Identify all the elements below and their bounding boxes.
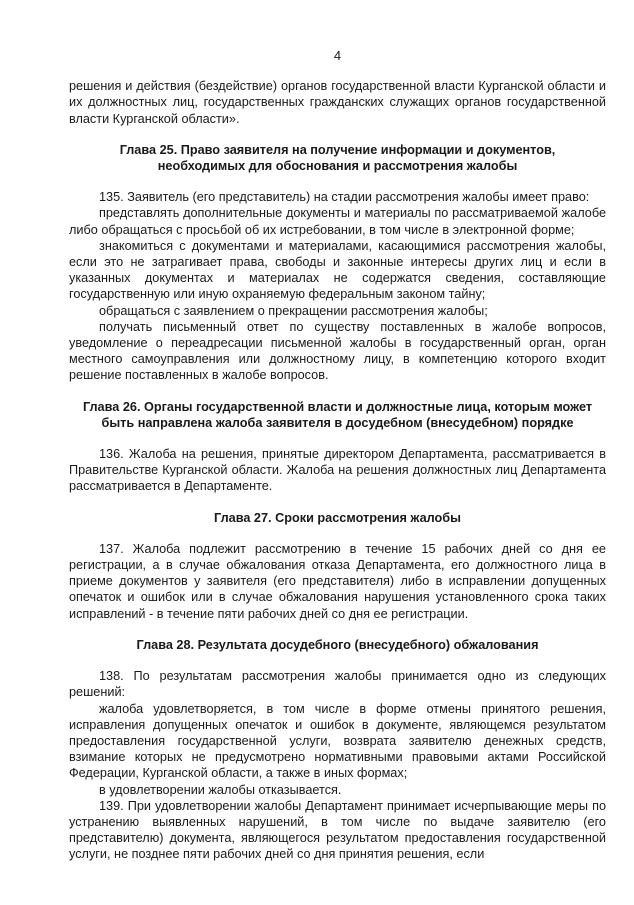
paragraph-135-item-2: знакомиться с документами и материалами, касающимися рассмотрения жалобы, если это не затрагивает права, свободы и законные интересы других лиц и если в указанных документах и материалах не содержатся сведения, составляющие государственную или иную охраняемую федеральным законом тайну; [69,238,606,302]
paragraph-136: 136. Жалоба на решения, принятые директором Департамента, рассматривается в Правительстве Курганской области. Жалоба на решения должностных лиц Департамента рассматривается в Департаменте. [69,447,606,494]
paragraph-138-item-2: в удовлетворении жалобы отказывается. [99,782,342,797]
chapter-28-heading: Глава 28. Результата досудебного (внесудебного) обжалования [136,637,539,652]
chapter-27-heading: Глава 27. Сроки рассмотрения жалобы [214,510,461,525]
paragraph-135: 135. Заявитель (его представитель) на стадии рассмотрения жалобы имеет право: [99,190,590,205]
paragraph-139: 139. При удовлетворении жалобы Департамент принимает исчерпывающие меры по устранению выявленных нарушений, в том числе по выдаче заявителю (его представителю) документа, являющегося результатом предоставления государственной услуги, не позднее пяти рабочих дней со дня принятия решения, если [69,798,606,862]
paragraph-135-item-4: получать письменный ответ по существу поставленных в жалобе вопросов, уведомление о переадресации письменной жалобы в государственный орган, орган местного самоуправления или должностному лицу, в компетенцию которого входит решение поставленных в жалобе вопросов. [69,319,606,383]
paragraph-137: 137. Жалоба подлежит рассмотрению в течение 15 рабочих дней со дня ее регистрации, а в случае обжалования отказа Департамента, его должностного лица в приеме документов у заявителя (его представителя) либо в исправлении допущенных опечаток и ошибок или в случае обжалования нарушения установленного срока таких исправлений - в течение пяти рабочих дней со дня ее регистрации. [69,541,606,621]
paragraph-135-item-3: обращаться с заявлением о прекращении рассмотрения жалобы; [99,303,488,318]
chapter-26-heading-line1: Глава 26. Органы государственной власти и должностные лица, которым может [82,399,593,414]
paragraph-138-item-1: жалоба удовлетворяется, в том числе в форме отмены принятого решения, исправления допущенных опечаток и ошибок в документе, являющемся результатом предоставления государственной услуги, возврата заявителю денежных средств, взимание которых не предусмотрено нормативными правовыми актами Российской Федерации, Курганской области, а также в иных формах; [69,701,606,781]
chapter-25-heading-line2: необходимых для обоснования и рассмотрения жалобы [157,159,518,174]
intro-paragraph: решения и действия (бездействие) органов государственной власти Курганской области и их должностных лиц, государственных гражданских служащих органов государственной власти Курганской области». [69,79,606,126]
chapter-25-heading-line1: Глава 25. Право заявителя на получение информации и документов, [119,142,556,157]
paragraph-135-item-1: представлять дополнительные документы и материалы по рассматриваемой жалобе либо обращаться с просьбой об их истребовании, в том числе в электронной форме; [69,206,606,237]
chapter-26-heading-line2: быть направлена жалоба заявителя в досудебном (внесудебном) порядке [101,415,574,430]
page-number: 4 [333,48,342,63]
paragraph-138: 138. По результатам рассмотрения жалобы принимается одно из следующих решений: [69,669,606,700]
